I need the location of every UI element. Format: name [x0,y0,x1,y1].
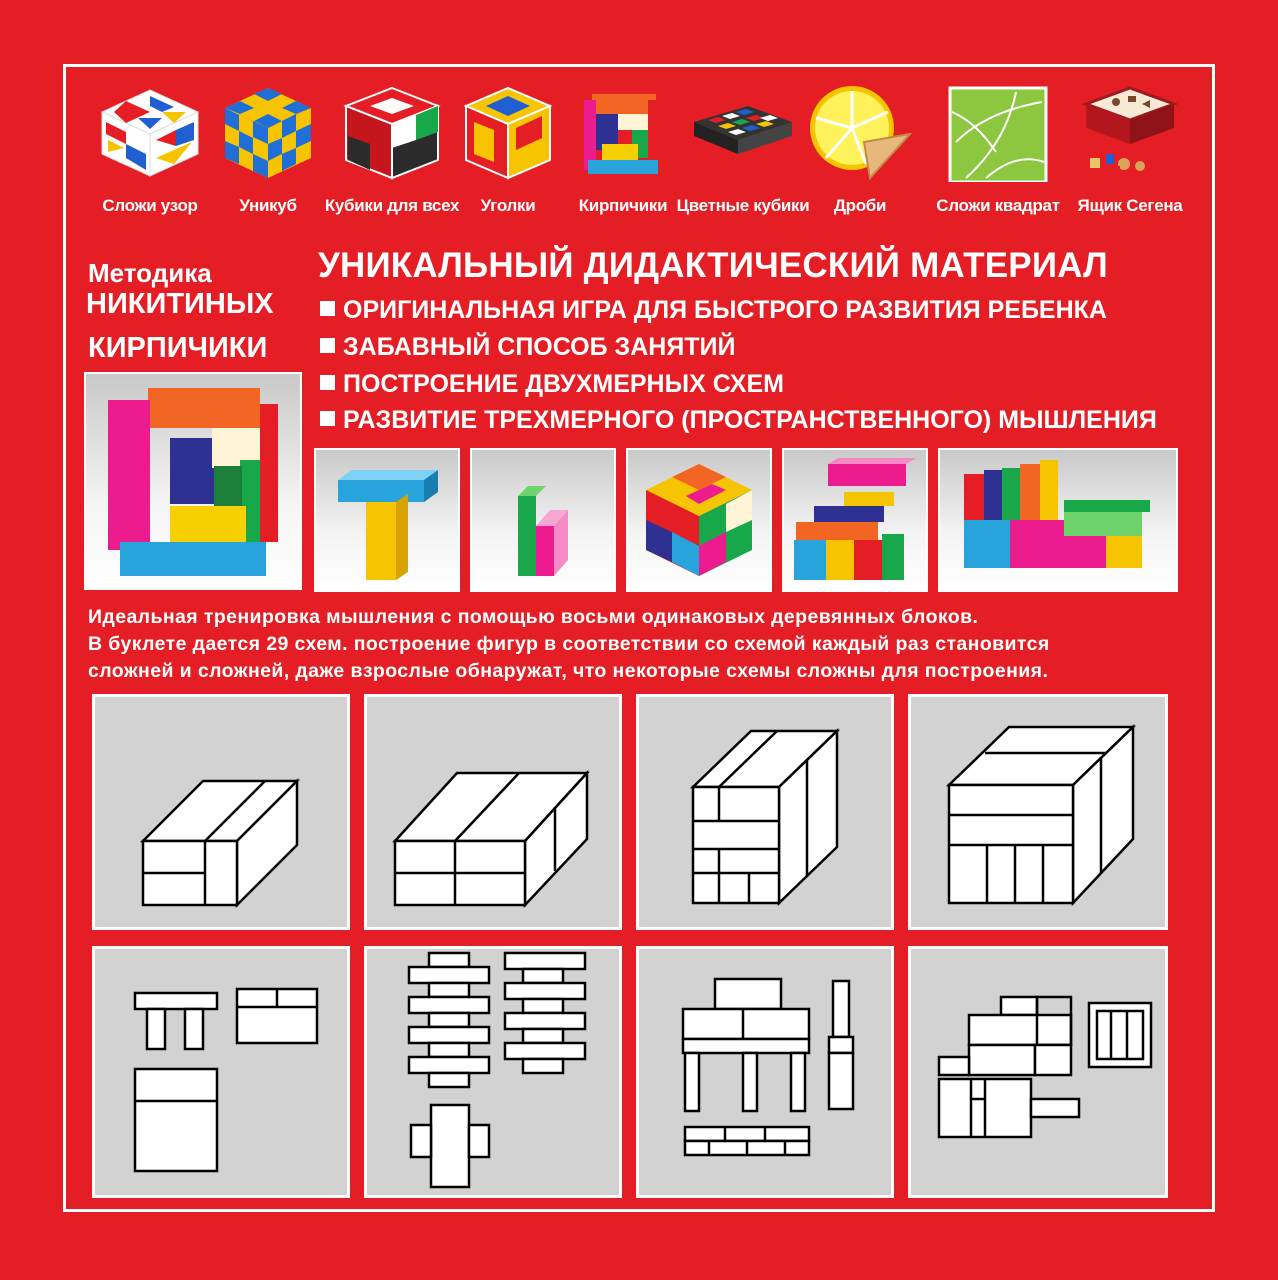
method-title-line2: НИКИТИНЫХ [86,288,274,320]
bullet-square-icon [320,375,335,390]
cubes-for-all-icon [340,82,444,182]
product-bricks[interactable] [578,82,668,222]
seguin-box-icon [1080,82,1180,182]
scheme-panel [908,946,1168,1198]
product-seguin-box[interactable] [1077,82,1183,222]
product-square[interactable] [936,82,1060,222]
color-cubes-icon [688,82,798,182]
product-label: Кирпичики [578,196,668,215]
bullet-square-icon [320,301,335,316]
scheme-panel [908,694,1168,930]
scheme-drawing [911,949,1165,1195]
figure-photo-l-shape [470,448,616,592]
product-label: Дроби [833,196,887,215]
square-puzzle-icon [946,82,1050,182]
scheme-drawing [911,697,1165,927]
fractions-lemon-icon [806,82,914,182]
product-corners[interactable] [460,82,556,222]
scheme-drawing [95,949,347,1195]
product-label: Уголки [480,196,536,215]
scheme-panel [636,946,894,1198]
method-title-line3: КИРПИЧИКИ [88,332,268,364]
scheme-drawing [367,949,619,1195]
unicube-icon [219,82,317,182]
stairs-figure-image [784,450,926,590]
bullet-square-icon [320,411,335,426]
t-shape-figure-image [316,450,458,590]
bullet-square-icon [320,338,335,353]
bullet-item: ЗАБАВНЫЙ СПОСОБ ЗАНЯТИЙ [320,333,736,362]
headline: УНИКАЛЬНЫЙ ДИДАКТИЧЕСКИЙ МАТЕРИАЛ [318,246,1108,285]
scheme-drawing [639,949,891,1195]
scheme-panel [364,946,622,1198]
bullet-item: ОРИГИНАЛЬНАЯ ИГРА ДЛЯ БЫСТРОГО РАЗВИТИЯ РЕБЕНКА [320,296,1107,325]
cube-figure-image [628,450,770,590]
scheme-drawing [95,697,347,927]
pattern-cube-icon [96,82,204,182]
figure-photo-chair [938,448,1178,592]
product-fractions[interactable] [806,82,914,222]
scheme-panel [636,694,894,930]
bullet-item: ПОСТРОЕНИЕ ДВУХМЕРНЫХ СХЕМ [320,370,784,399]
product-unicube[interactable] [219,82,317,222]
description-text: Идеальная тренировка мышления с помощью восьми одинаковых деревянных блоков. В буклете дается 29 схем. построение фигур в соответствии со схемой каждый раз становится сложней и сложней, даже взрослые обнаружат, что некоторые схемы сложны для построения. [88,606,1050,682]
bullet-item: РАЗВИТИЕ ТРЕХМЕРНОГО (ПРОСТРАНСТВЕННОГО) МЫШЛЕНИЯ [320,406,1157,435]
figure-photo-stairs [782,448,928,592]
scheme-drawing [367,697,619,927]
product-cubes-for-all[interactable] [324,82,460,222]
product-pattern[interactable] [96,82,204,222]
product-label: Кубики для всех [324,196,460,215]
figure-photo-t-shape [314,448,460,592]
product-label: Цветные кубики [676,196,810,215]
main-product-photo [84,372,302,590]
method-title-line1: Методика [88,258,212,288]
chair-figure-image [940,450,1176,590]
product-label: Уникуб [239,196,297,215]
scheme-drawing [639,697,891,927]
scheme-panel [92,694,350,930]
scheme-panel [92,946,350,1198]
corners-cube-icon [460,82,556,182]
product-label: Сложи узор [102,196,198,215]
l-shape-figure-image [472,450,614,590]
bricks-assembled-image [86,374,300,588]
figure-photo-cube [626,448,772,592]
product-label: Сложи квадрат [936,196,1060,215]
bricks-cube-icon [578,82,668,182]
scheme-panel [364,694,622,930]
product-label: Ящик Сегена [1077,196,1183,215]
